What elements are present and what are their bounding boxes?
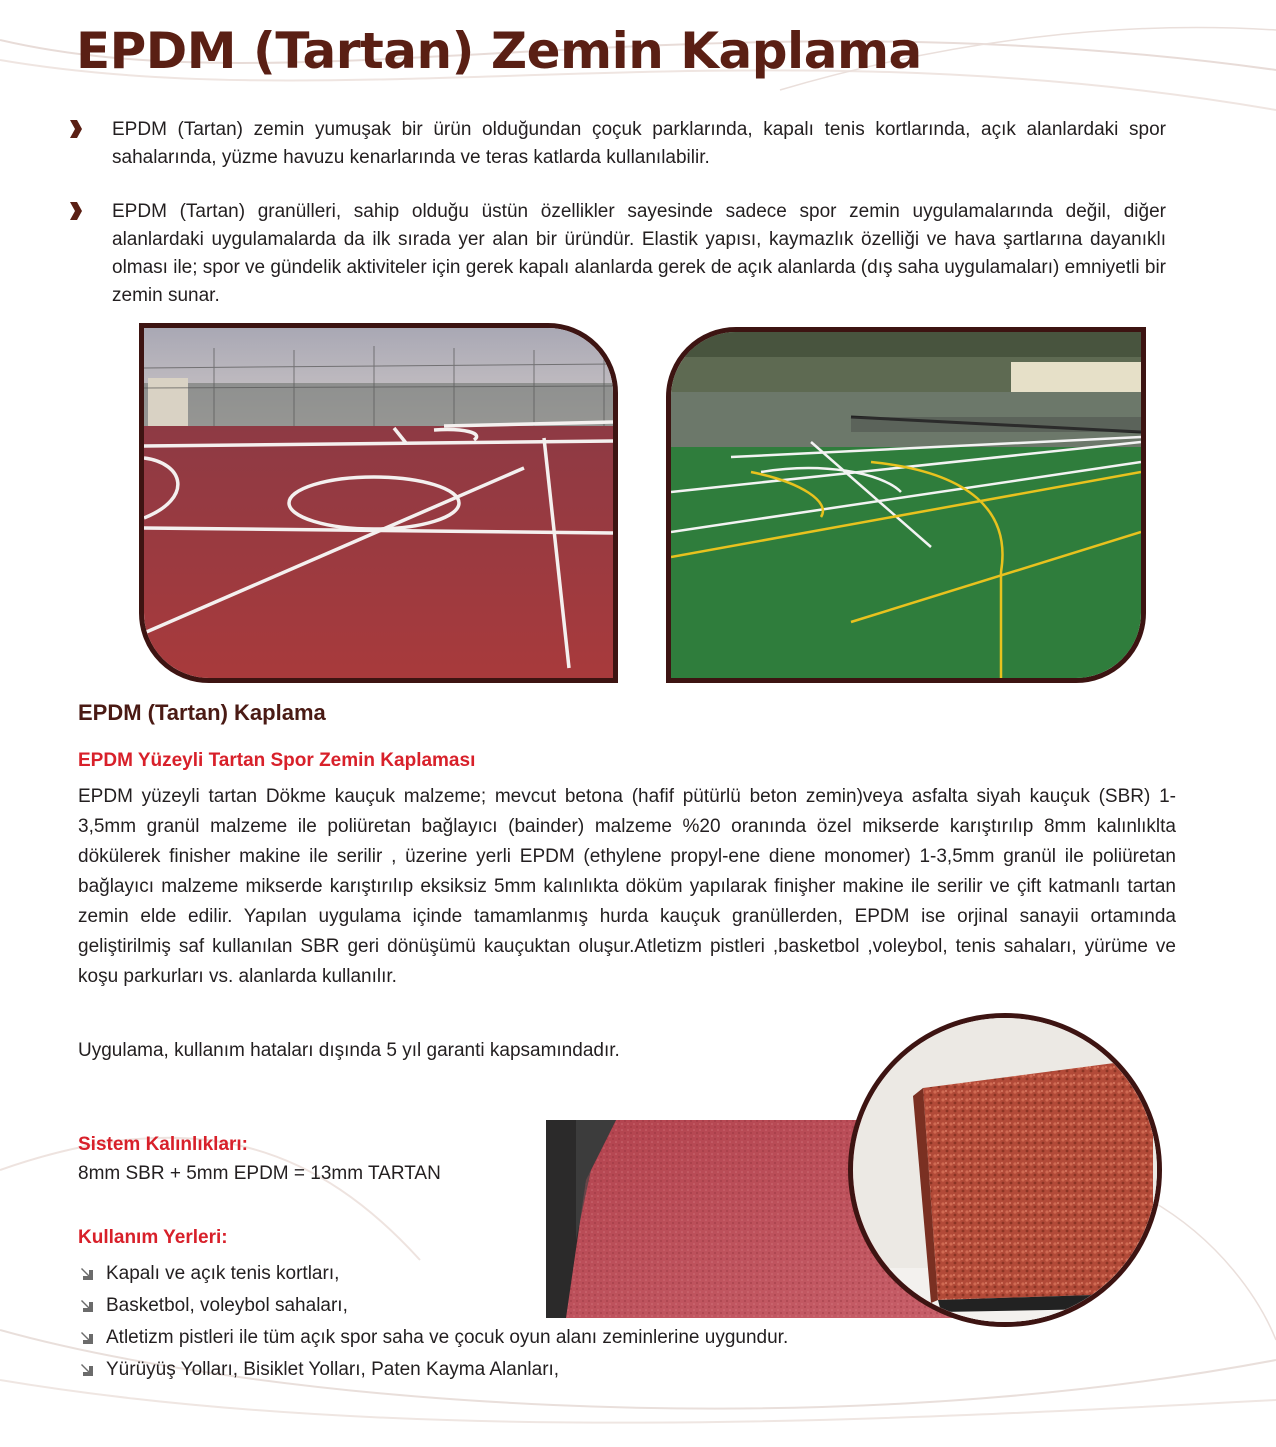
list-item	[78, 1322, 788, 1354]
list-item-text: Atletizm pistleri ile tüm açık spor saha ve çocuk oyun alanı zeminlerine uygundur.	[106, 1327, 789, 1348]
arrow-down-right-icon	[80, 1267, 96, 1281]
arrow-down-right-icon	[80, 1331, 96, 1345]
list-item	[78, 1354, 788, 1386]
list-item-text: Kapalı ve açık tenis kortları,	[106, 1263, 340, 1284]
arrow-down-right-icon	[80, 1299, 96, 1313]
list-item-text: Basketbol, voleybol sahaları,	[106, 1295, 348, 1316]
intro-bullet-text: EPDM (Tartan) zemin yumuşak bir ürün olduğundan çoçuk parklarında, kapalı tenis kortlarında, açık alanlardaki spor sahalarında, yüzme havuzu kenarlarında ve teras katlarda kullanılabilir.	[112, 119, 1166, 168]
system-thickness-value: 8mm SBR + 5mm EPDM = 13mm TARTAN	[78, 1163, 441, 1184]
warranty-text: Uygulama, kullanım hataları dışında 5 yıl garanti kapsamındadır.	[78, 1040, 620, 1061]
section-subheading: EPDM Yüzeyli Tartan Spor Zemin Kaplaması	[78, 750, 476, 771]
epdm-granule-sample-photo	[848, 1013, 1162, 1327]
chevron-right-icon	[70, 120, 82, 138]
tennis-court-photo	[666, 327, 1146, 683]
list-item-text: Yürüyüş Yolları, Bisiklet Yolları, Paten Kayma Alanları,	[106, 1359, 560, 1380]
system-thickness-label: Sistem Kalınlıkları:	[78, 1134, 249, 1155]
intro-bullet-2	[70, 198, 1166, 310]
section-body-text: EPDM yüzeyli tartan Dökme kauçuk malzeme; mevcut betona (hafif pütürlü beton zemin)veya asfalta siyah kauçuk (SBR) 1-3,5mm granül malzeme ile poliüretan bağlayıcı (bainder) malzeme %20 oranında özel mikserde karıştırılıp 8mm kalınlıklta dökülerek finisher makine ile serilir , üzerine yerli EPDM (ethylene propyl-ene diene monomer) 1-3,5mm granül ile poliüretan bağlayıcı malzeme mikserde karıştırılıp eksiksiz 5mm kalınlıkta döküm yapılarak finişher makine ile serilir ve çift katmanlı tartan zemin elde edilir. Yapılan uygulama içinde tamamlanmış hurda kauçuk granüllerden, EPDM ise orjinal sanayii ortamında geliştirilmiş saf kullanılan SBR geri dönüşümü kauçuktan oluşur.Atletizm pistleri ,basketbol ,voleybol, tenis sahaları, yürüme ve koşu parkurları vs. alanlarda kullanılır.	[78, 786, 1176, 987]
intro-bullet-text: EPDM (Tartan) granülleri, sahip olduğu üstün özellikler sayesinde sadece spor zemin uygulamalarında değil, diğer alanlardaki uygulamalarda da ilk sırada yer alan bir üründür. Elastik yapısı, kaymazlık özelliği ve hava şartlarına dayanıklı olması ile; spor ve gündelik aktiviteler için gerek kapalı alanlarda gerek de açık alanlarda (dış saha uygulamaları) emniyetli bir zemin sunar.	[112, 201, 1166, 306]
section-heading: EPDM (Tartan) Kaplama	[78, 700, 326, 725]
basketball-court-photo	[139, 323, 618, 683]
intro-bullet-1	[70, 116, 1166, 172]
arrow-down-right-icon	[80, 1363, 96, 1377]
page-title: EPDM (Tartan) Zemin Kaplama	[76, 22, 922, 80]
chevron-right-icon	[70, 202, 82, 220]
usage-areas-label: Kullanım Yerleri:	[78, 1227, 228, 1248]
